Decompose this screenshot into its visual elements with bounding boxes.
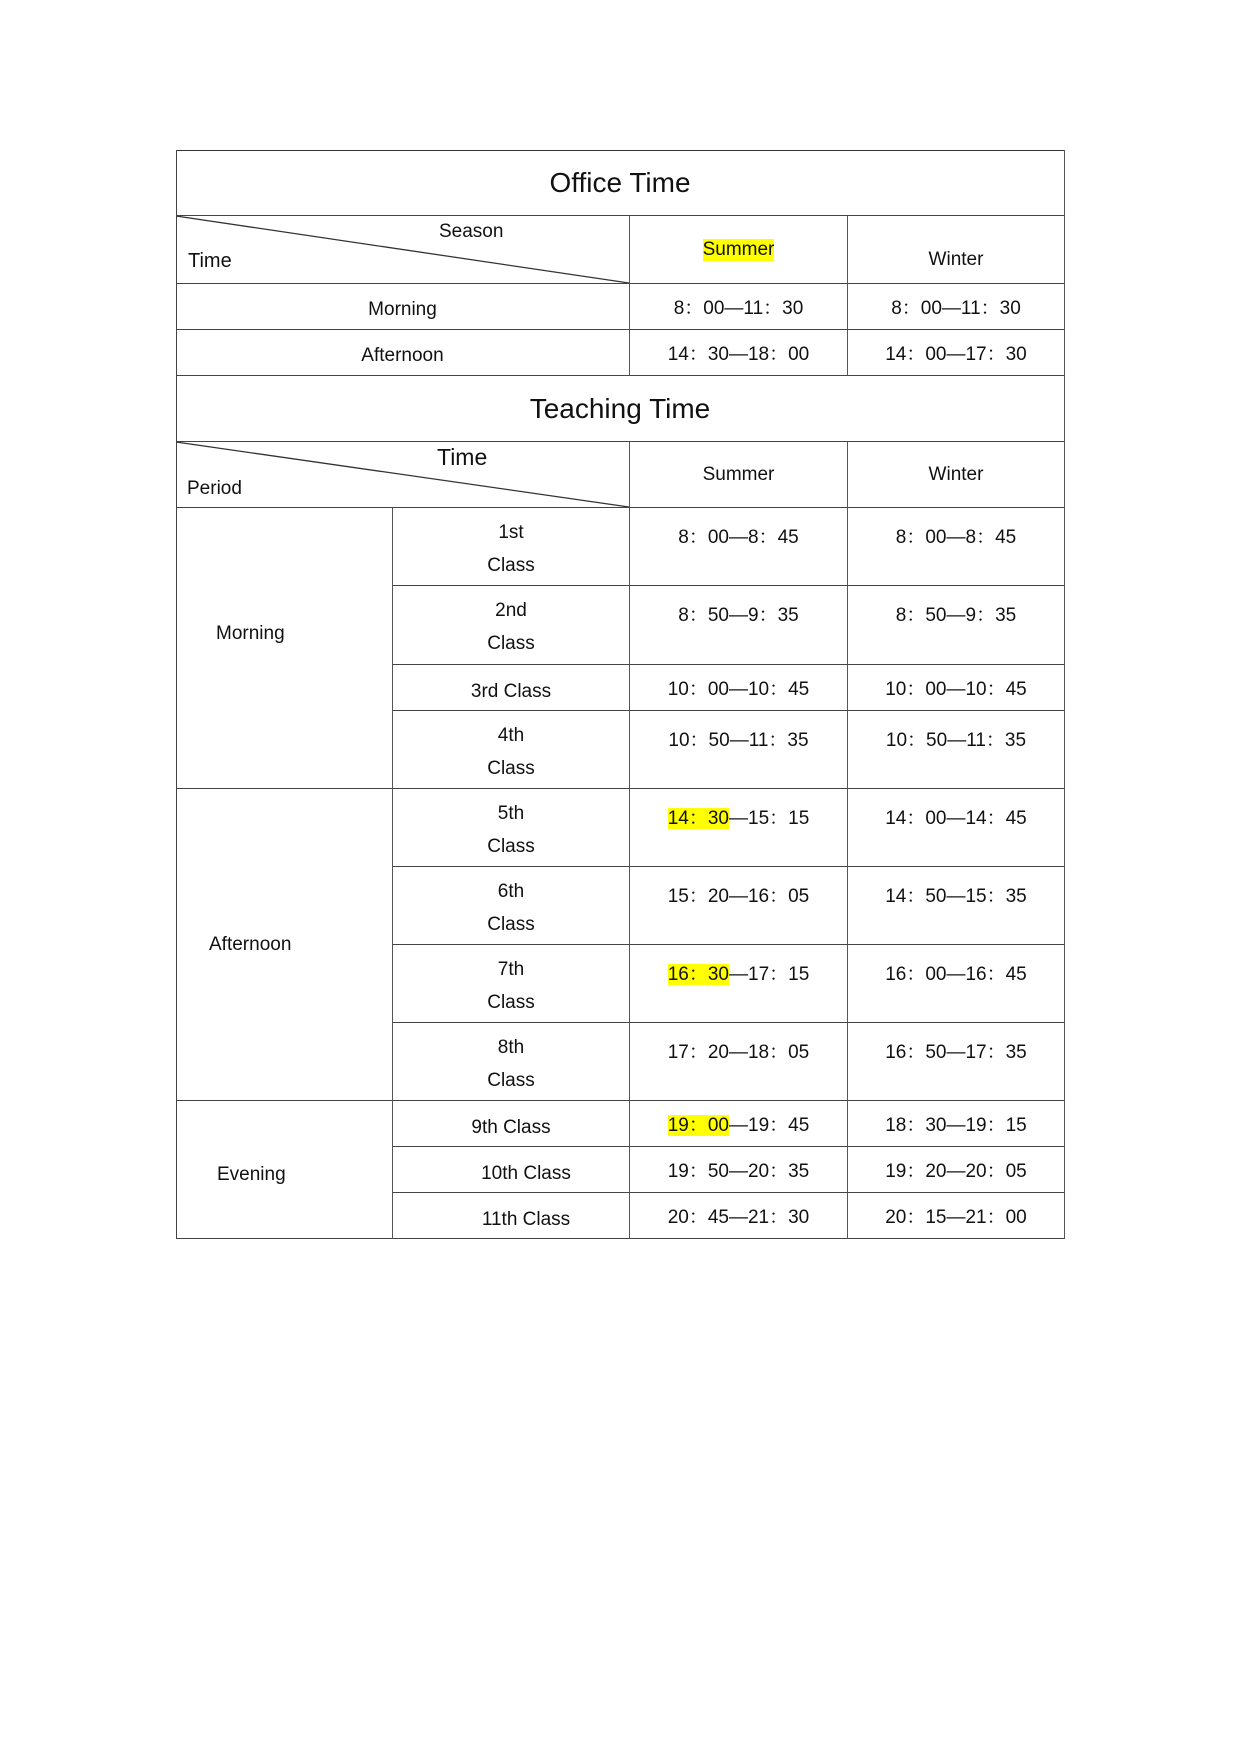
class-8-label <box>393 1023 630 1101</box>
class-word: Class <box>487 835 535 857</box>
class-11-label: 11th Class <box>393 1193 630 1239</box>
office-row-afternoon-label: Afternoon <box>176 330 630 376</box>
office-afternoon-summer: 14：30—18：00 <box>630 330 848 376</box>
office-header-corner <box>176 216 630 284</box>
teaching-header-winter: Winter <box>848 442 1065 508</box>
class-2-summer: 8：50—9：35 <box>630 586 848 665</box>
corner-time-label: Time <box>188 250 232 272</box>
summer-label-highlighted: Summer <box>702 238 775 260</box>
class-number: 6th <box>497 880 525 902</box>
class-4-winter: 10：50—11：35 <box>848 711 1065 789</box>
class-11-winter: 20：15—21：00 <box>848 1193 1065 1239</box>
teaching-header-summer: Summer <box>630 442 848 508</box>
class-word: Class <box>487 1069 535 1091</box>
class-number: 1st <box>498 521 524 543</box>
corner-season-label: Season <box>439 221 504 242</box>
class-6-winter: 14：50—15：35 <box>848 867 1065 945</box>
class-8-winter: 16：50—17：35 <box>848 1023 1065 1101</box>
class-11-summer: 20：45—21：30 <box>630 1193 848 1239</box>
office-header-winter: Winter <box>848 216 1065 284</box>
highlighted-start-time: 16：30 <box>667 964 729 985</box>
corner-period-label: Period <box>187 478 242 499</box>
class-3-winter: 10：00—10：45 <box>848 665 1065 711</box>
class-word: Class <box>487 913 535 935</box>
diagonal-line <box>176 442 629 507</box>
end-time: —15：15 <box>729 808 810 829</box>
class-word: Class <box>487 554 535 576</box>
teaching-header-corner <box>176 442 630 508</box>
class-4-summer: 10：50—11：35 <box>630 711 848 789</box>
period-morning: Morning <box>176 508 393 789</box>
class-1-summer: 8：00—8：45 <box>630 508 848 586</box>
class-number: 8th <box>497 1036 525 1058</box>
class-5-winter: 14：00—14：45 <box>848 789 1065 867</box>
class-10-summer: 19：50—20：35 <box>630 1147 848 1193</box>
class-7-summer <box>630 945 848 1023</box>
class-10-winter: 19：20—20：05 <box>848 1147 1065 1193</box>
class-2-label <box>393 586 630 665</box>
teaching-time-title: Teaching Time <box>176 376 1065 442</box>
class-number: 4th <box>497 724 525 746</box>
class-9-summer <box>630 1101 848 1147</box>
class-word: Class <box>487 757 535 779</box>
period-evening: Evening <box>176 1101 393 1239</box>
office-afternoon-winter: 14：00—17：30 <box>848 330 1065 376</box>
class-6-label <box>393 867 630 945</box>
class-3-summer: 10：00—10：45 <box>630 665 848 711</box>
end-time: —19：45 <box>729 1115 810 1136</box>
highlighted-start-time: 14：30 <box>667 808 729 829</box>
class-9-winter: 18：30—19：15 <box>848 1101 1065 1147</box>
class-number: 2nd <box>495 600 527 621</box>
class-word: Class <box>487 633 535 654</box>
class-5-summer <box>630 789 848 867</box>
office-header-summer <box>630 216 848 284</box>
class-8-summer: 17：20—18：05 <box>630 1023 848 1101</box>
class-1-winter: 8：00—8：45 <box>848 508 1065 586</box>
class-word: Class <box>487 991 535 1013</box>
class-10-label: 10th Class <box>393 1147 630 1193</box>
office-time-title: Office Time <box>176 150 1065 216</box>
class-6-summer: 15：20—16：05 <box>630 867 848 945</box>
class-number: 5th <box>497 802 525 824</box>
class-7-label <box>393 945 630 1023</box>
office-row-morning-label: Morning <box>176 284 630 330</box>
period-afternoon: Afternoon <box>176 789 393 1101</box>
office-morning-summer: 8：00—11：30 <box>630 284 848 330</box>
class-2-winter: 8：50—9：35 <box>848 586 1065 665</box>
class-number: 7th <box>497 958 525 980</box>
class-9-label: 9th Class <box>393 1101 630 1147</box>
end-time: —17：15 <box>729 964 810 985</box>
diagonal-line <box>176 216 629 283</box>
class-3-label: 3rd Class <box>393 665 630 711</box>
office-morning-winter: 8：00—11：30 <box>848 284 1065 330</box>
class-4-label <box>393 711 630 789</box>
class-1-label <box>393 508 630 586</box>
highlighted-start-time: 19：00 <box>667 1115 729 1136</box>
class-7-winter: 16：00—16：45 <box>848 945 1065 1023</box>
corner-time-label: Time <box>437 444 488 470</box>
class-5-label <box>393 789 630 867</box>
